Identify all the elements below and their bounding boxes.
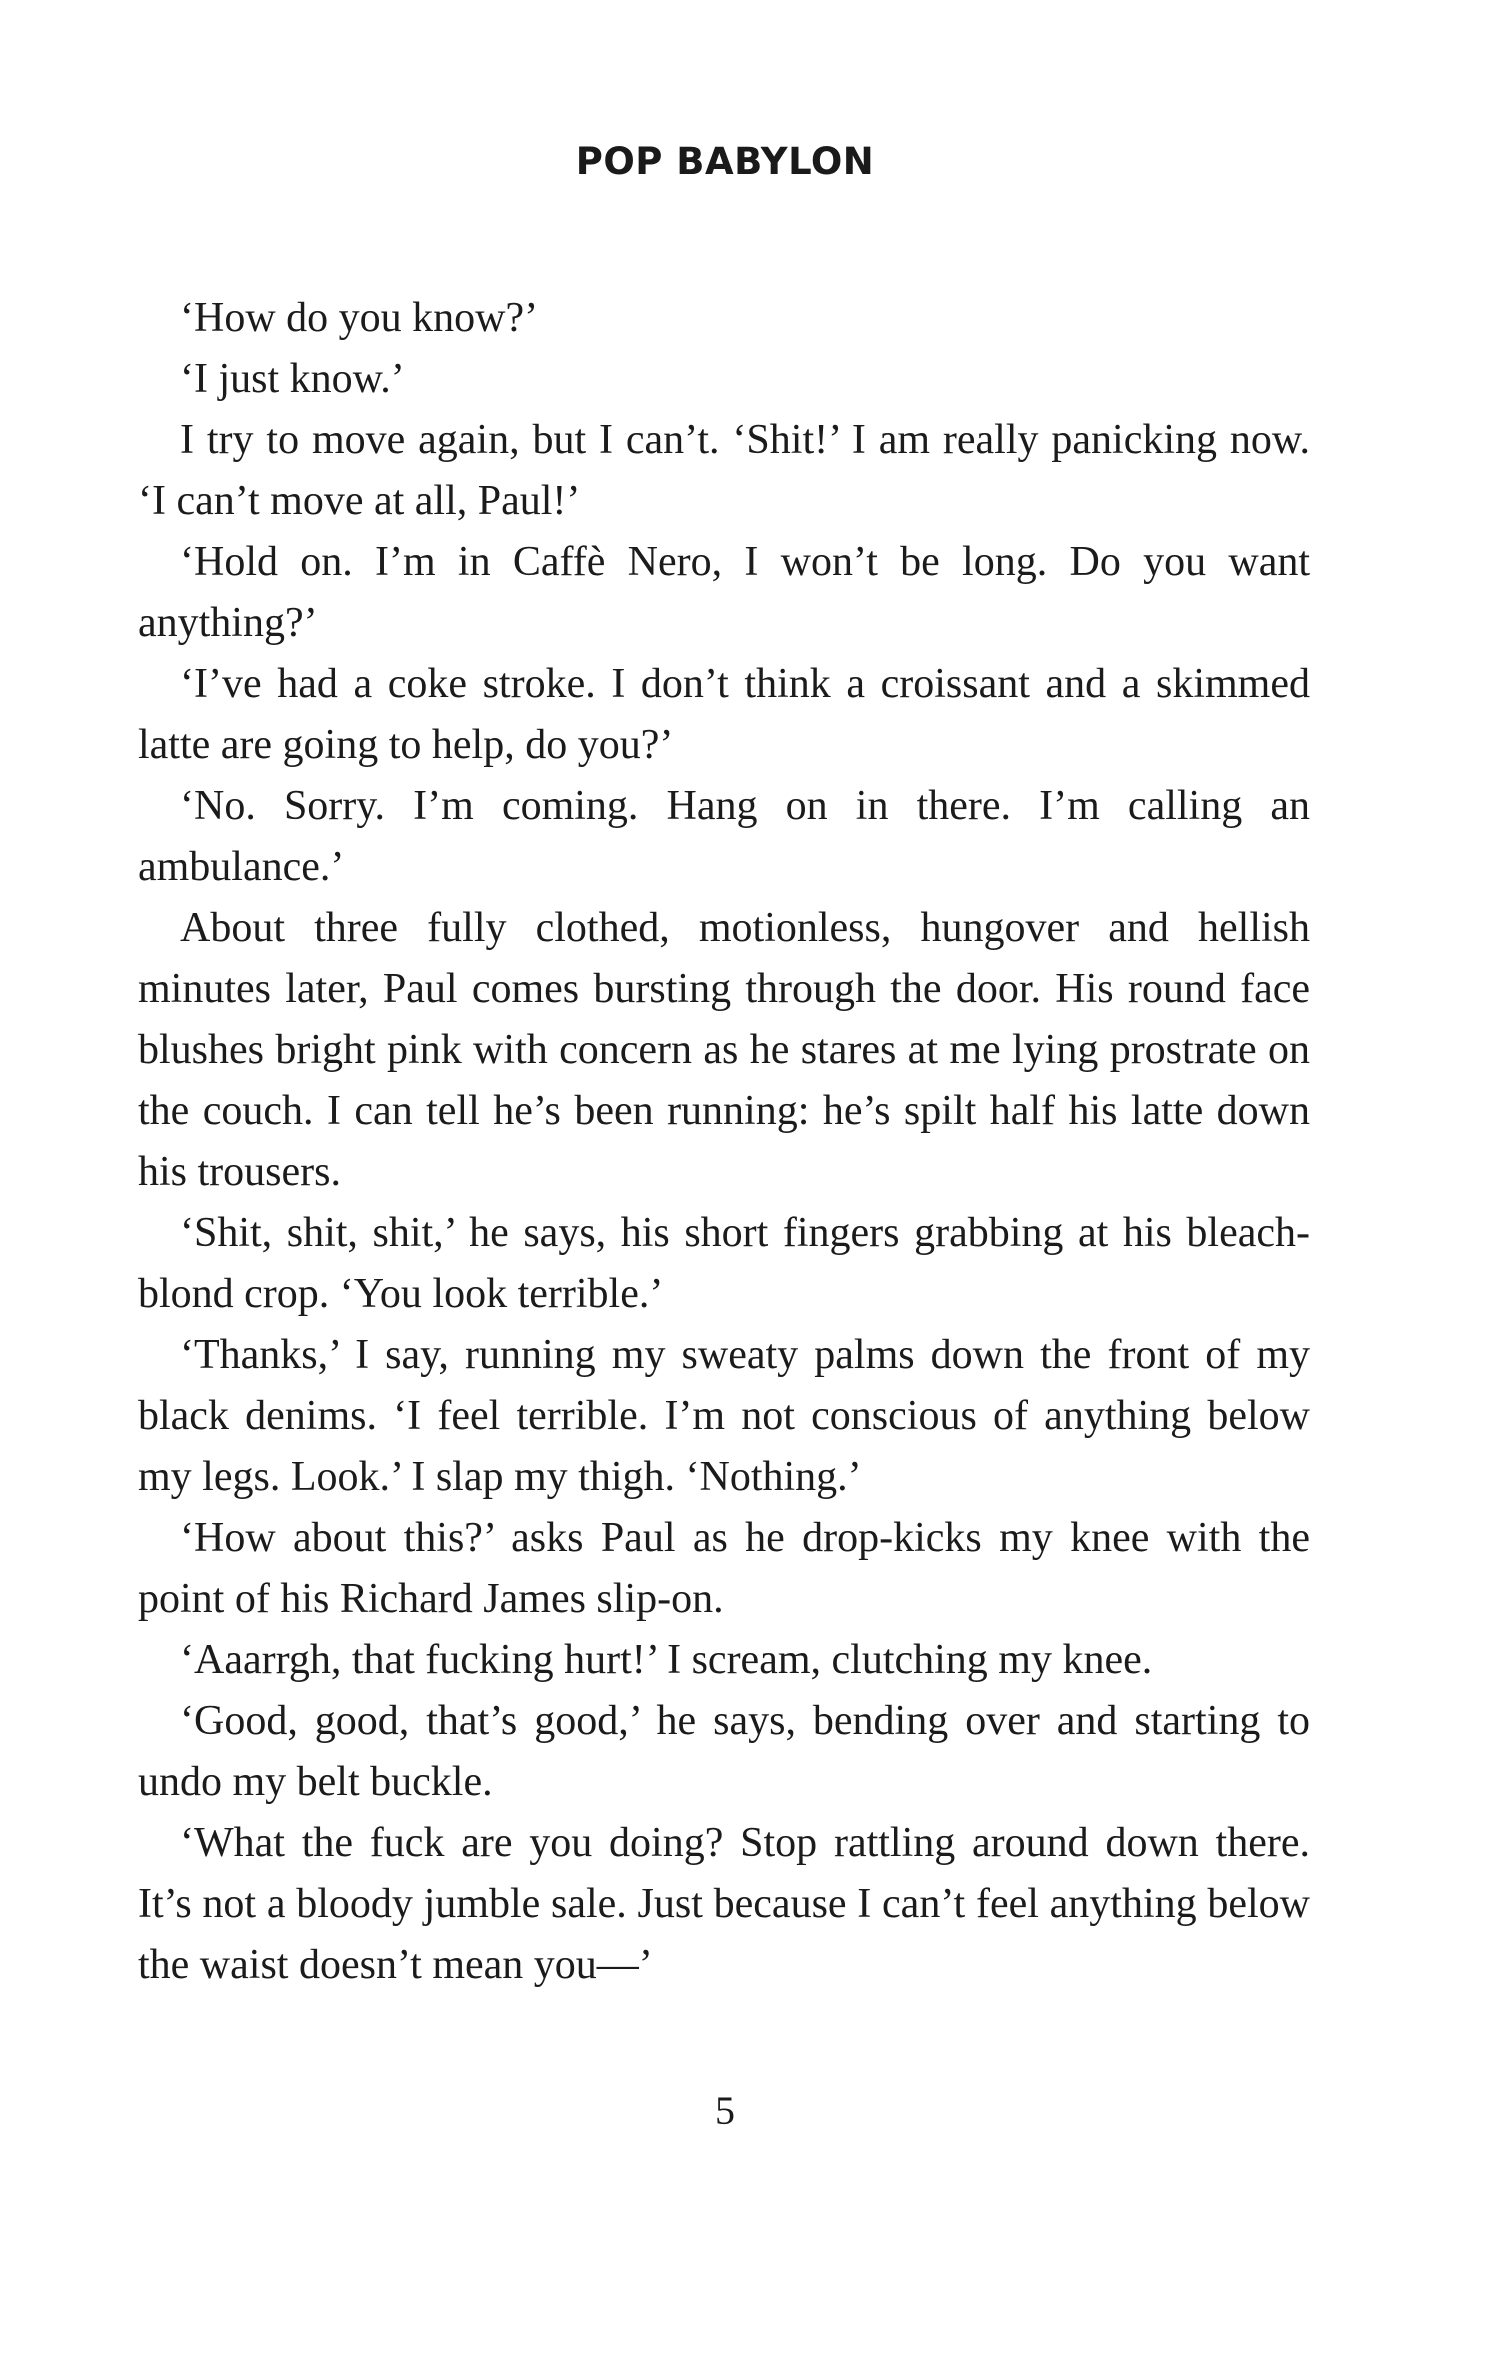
paragraph: ‘Aaarrgh, that fucking hurt!’ I scream, clutching my knee. [180,1637,1153,1683]
paragraph: ‘Thanks,’ I say, running my sweaty palms down the front of my black denims. ‘I feel terrible. I’m not conscious of anything below my legs. Look.’ I slap my thigh. ‘Nothing.’ [138,1332,1310,1500]
paragraph: ‘I’ve had a coke stroke. I don’t think a croissant and a skimmed latte are going to help, do you?’ [138,661,1310,768]
paragraph: ‘Good, good, that’s good,’ he says, bending over and starting to undo my belt buckle. [138,1698,1310,1805]
paragraph: ‘No. Sorry. I’m coming. Hang on in there. I’m calling an ambulance.’ [138,783,1310,890]
paragraph: I try to move again, but I can’t. ‘Shit!’ I am really panicking now. ‘I can’t move at all, Paul!’ [138,417,1310,524]
paragraph: ‘What the fuck are you doing? Stop rattling around down there. It’s not a bloody jumble sale. Just because I can’t feel anything below the waist doesn’t mean you—’ [138,1820,1310,1988]
page-number: 5 [715,2088,735,2133]
paragraph: About three fully clothed, motionless, hungover and hellish minutes later, Paul comes bursting through the door. His round face blushes bright pink with concern as he stares at me lying prostrate on the couch. I can tell he’s been running: he’s spilt half his latte down his trousers. [138,905,1310,1195]
paragraph: ‘How about this?’ asks Paul as he drop-kicks my knee with the point of his Richard James slip-on. [138,1515,1310,1622]
paragraph: ‘I just know.’ [180,356,405,402]
paragraph: ‘How do you know?’ [180,295,539,341]
running-head-title: POP BABYLON [575,140,875,183]
body-text [138,288,1310,1996]
paragraph: ‘Shit, shit, shit,’ he says, his short fingers grabbing at his bleach-blond crop. ‘You look terrible.’ [138,1210,1310,1317]
paragraph: ‘Hold on. I’m in Caffè Nero, I won’t be long. Do you want anything?’ [138,539,1310,646]
